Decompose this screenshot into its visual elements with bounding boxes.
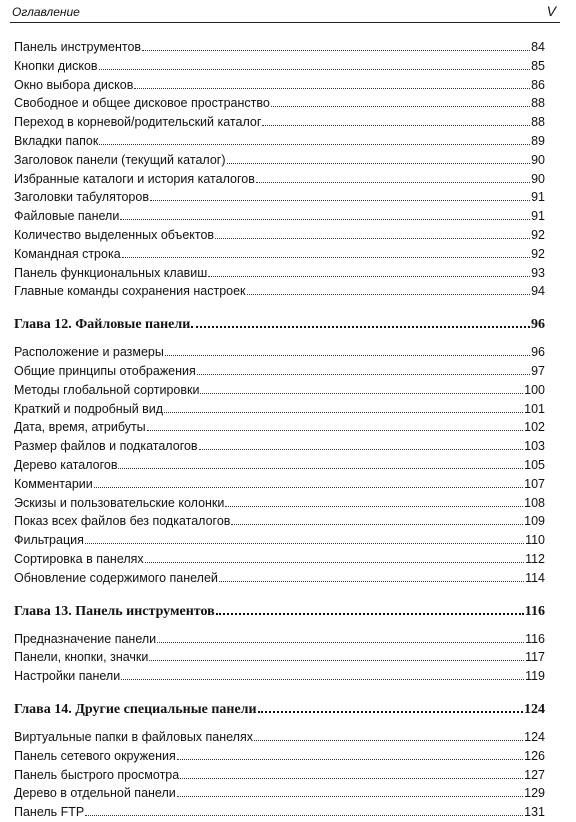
dot-leader <box>247 294 531 295</box>
toc-entry <box>14 362 545 381</box>
toc-entry-title: Панель инструментов <box>14 40 142 54</box>
toc-entry <box>14 400 545 419</box>
toc-entry <box>14 803 545 822</box>
dot-leader <box>164 412 523 413</box>
toc-entry <box>14 494 545 513</box>
toc-entry-page: 92 <box>531 227 545 242</box>
toc-entry-page: 105 <box>524 457 545 472</box>
toc-entry-page: 110 <box>525 533 545 548</box>
toc-entry <box>14 475 545 494</box>
toc-entry-page: 92 <box>531 246 545 261</box>
dot-leader <box>191 326 530 328</box>
dot-leader <box>94 487 523 488</box>
toc-entry-title: Окно выбора дисков <box>14 77 134 92</box>
toc-entry <box>14 94 545 113</box>
toc-entry <box>14 132 545 151</box>
toc-entry-page: 84 <box>531 40 545 54</box>
dot-leader <box>157 642 524 643</box>
toc-entry-page: 117 <box>525 650 545 665</box>
toc-entry-page: 108 <box>524 495 545 510</box>
toc-entry-page: 97 <box>531 363 545 378</box>
section-gap <box>14 686 545 700</box>
toc-entry-title: Панели, кнопки, значки <box>14 650 149 665</box>
toc-chapter <box>14 315 545 335</box>
toc-entry <box>14 569 545 588</box>
toc-entry <box>14 188 545 207</box>
toc-entry-page: 131 <box>524 805 545 820</box>
toc-entry-page: 90 <box>531 152 545 167</box>
toc-entry-page: 85 <box>531 58 545 73</box>
dot-leader <box>200 393 523 394</box>
dot-leader <box>271 106 530 107</box>
toc-entry-page: 112 <box>525 551 545 566</box>
toc-entry-page: 86 <box>531 77 545 92</box>
toc-entry <box>14 418 545 437</box>
dot-leader <box>258 711 523 713</box>
toc-entry <box>14 170 545 189</box>
section-gap <box>14 588 545 602</box>
dot-leader <box>122 257 530 258</box>
toc-entry <box>14 766 545 785</box>
toc-entry-page: 109 <box>524 514 545 529</box>
toc-entry <box>14 113 545 132</box>
toc-entry-page: 94 <box>531 284 545 299</box>
dot-leader <box>231 524 523 525</box>
toc-entry-title: Общие принципы отображения <box>14 363 196 378</box>
toc-entry-title: Методы глобальной сортировки <box>14 382 200 397</box>
dot-leader <box>180 778 523 779</box>
toc-entry <box>14 437 545 456</box>
toc-entry-title: Показ всех файлов без подкаталогов <box>14 514 231 529</box>
dot-leader <box>262 125 530 126</box>
toc-entry-title: Глава 13. Панель инструментов <box>14 603 215 619</box>
dot-leader <box>145 562 524 563</box>
toc-entry-title: Избранные каталоги и история каталогов <box>14 171 255 186</box>
toc-entry-title: Заголовок панели (текущий каталог) <box>14 152 226 167</box>
dot-leader <box>99 69 531 70</box>
dot-leader <box>149 660 524 661</box>
dot-leader <box>121 679 524 680</box>
toc-entry-page: 107 <box>524 476 545 491</box>
dot-leader <box>177 759 523 760</box>
dot-leader <box>208 276 530 277</box>
toc-entry-title: Панель сетевого окружения <box>14 748 176 763</box>
toc-entry-page: 88 <box>531 115 545 130</box>
dot-leader <box>216 613 524 615</box>
toc-entry-title: Дата, время, атрибуты <box>14 420 146 435</box>
toc-entry-title: Переход в корневой/родительский каталог <box>14 115 262 130</box>
toc-entry-page: 114 <box>525 570 545 585</box>
toc-entry-title: Глава 14. Другие специальные панели <box>14 701 257 717</box>
running-header-title: Оглавление <box>12 5 80 19</box>
toc-entry-title: Предназначение панели <box>14 631 157 646</box>
toc-entry-page: 126 <box>524 748 545 763</box>
dot-leader <box>99 144 530 145</box>
toc-entry-title: Дерево каталогов <box>14 457 118 472</box>
toc-entry-title: Заголовки табуляторов <box>14 190 149 205</box>
dot-leader <box>219 581 524 582</box>
toc-entry-page: 96 <box>531 317 545 333</box>
toc-entry <box>14 76 545 95</box>
toc-entry-title: Настройки панели <box>14 669 121 684</box>
toc-entry-title: Вкладки папок <box>14 133 99 148</box>
toc-entry <box>14 630 545 649</box>
toc-entry <box>14 381 545 400</box>
toc-entry-page: 103 <box>524 439 545 454</box>
toc-entry-page: 124 <box>524 701 545 717</box>
toc-chapter <box>14 602 545 622</box>
toc-entry <box>14 648 545 667</box>
dot-leader <box>197 374 530 375</box>
toc-entry-page: 100 <box>524 382 545 397</box>
toc-entry-title: Панель быстрого просмотра <box>14 767 180 782</box>
toc-entry <box>14 456 545 475</box>
toc-entry-title: Панель функциональных клавиш <box>14 265 208 280</box>
toc-entry-page: 127 <box>524 767 545 782</box>
toc-entry-page: 124 <box>524 729 545 744</box>
toc-entry <box>14 282 545 301</box>
toc-entry <box>14 550 545 569</box>
toc-entry-title: Комментарии <box>14 476 93 491</box>
toc-entry-page: 116 <box>525 631 545 646</box>
toc-entry-title: Глава 12. Файловые панели <box>14 317 191 333</box>
toc-entry-title: Командная строка <box>14 246 121 261</box>
toc-entry-title: Обновление содержимого панелей <box>14 570 218 585</box>
toc-entry-title: Размер файлов и подкаталогов <box>14 439 198 454</box>
toc-entry-page: 90 <box>531 171 545 186</box>
toc-entry <box>14 531 545 550</box>
toc-entry <box>14 667 545 686</box>
section-gap <box>14 335 545 343</box>
toc-entry-title: Файловые панели <box>14 209 120 224</box>
dot-leader <box>254 740 523 741</box>
dot-leader <box>227 163 531 164</box>
toc-entry <box>14 728 545 747</box>
dot-leader <box>150 200 530 201</box>
section-gap <box>14 720 545 728</box>
section-gap <box>14 622 545 630</box>
toc-entry <box>14 512 545 531</box>
dot-leader <box>165 355 530 356</box>
toc-entry-page: 91 <box>531 209 545 224</box>
toc-entry-page: 116 <box>524 603 545 619</box>
toc-entry <box>14 784 545 803</box>
toc-entry <box>14 38 545 57</box>
dot-leader <box>134 88 530 89</box>
toc-entry-title: Эскизы и пользовательские колонки <box>14 495 225 510</box>
toc-chapter <box>14 700 545 720</box>
dot-leader <box>147 430 523 431</box>
dot-leader <box>120 219 530 220</box>
table-of-contents <box>14 38 545 822</box>
page-number-roman: V <box>546 3 556 19</box>
toc-entry-page: 89 <box>531 133 545 148</box>
toc-entry-page: 91 <box>531 190 545 205</box>
toc-entry-title: Главные команды сохранения настроек <box>14 284 246 299</box>
toc-entry-page: 119 <box>525 669 545 684</box>
toc-entry-title: Краткий и подробный вид <box>14 401 164 416</box>
toc-entry-title: Фильтрация <box>14 533 84 548</box>
toc-entry-page: 101 <box>524 401 545 416</box>
section-gap <box>14 301 545 315</box>
toc-entry <box>14 245 545 264</box>
toc-entry-title: Расположение и размеры <box>14 345 164 360</box>
toc-entry-page: 96 <box>531 345 545 360</box>
dot-leader <box>256 182 530 183</box>
toc-entry <box>14 226 545 245</box>
toc-entry-page: 93 <box>531 265 545 280</box>
toc-entry-title: Виртуальные папки в файловых панелях <box>14 729 253 744</box>
dot-leader <box>85 815 523 816</box>
dot-leader <box>199 449 524 450</box>
toc-entry <box>14 57 545 76</box>
running-header <box>10 2 560 23</box>
toc-entry-page: 129 <box>524 786 545 801</box>
dot-leader <box>118 468 523 469</box>
toc-entry <box>14 207 545 226</box>
dot-leader <box>225 506 523 507</box>
toc-entry <box>14 151 545 170</box>
dot-leader <box>142 50 530 51</box>
toc-entry-title: Кнопки дисков <box>14 58 98 73</box>
toc-entry-title: Сортировка в панелях <box>14 551 144 566</box>
toc-entry <box>14 343 545 362</box>
dot-leader <box>215 238 530 239</box>
toc-entry-title: Дерево в отдельной панели <box>14 786 176 801</box>
toc-entry <box>14 747 545 766</box>
toc-entry-title: Панель FTP <box>14 805 85 820</box>
dot-leader <box>177 796 523 797</box>
toc-entry <box>14 264 545 283</box>
toc-entry-title: Свободное и общее дисковое пространство <box>14 96 270 111</box>
toc-entry-page: 102 <box>524 420 545 435</box>
dot-leader <box>85 543 524 544</box>
toc-entry-page: 88 <box>531 96 545 111</box>
toc-entry-title: Количество выделенных объектов <box>14 227 215 242</box>
